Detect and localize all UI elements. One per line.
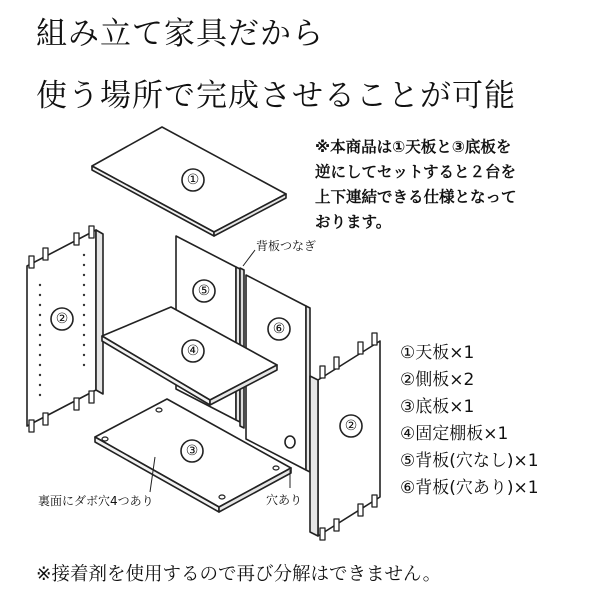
parts-list-item: ①天板×1 [400,343,475,363]
label-back-with-hole: ⑥ [272,321,286,337]
label-bottom: ③ [185,443,199,459]
parts-list-item: ④固定棚板×1 [400,424,509,444]
right-side-panel [310,333,380,540]
stacking-note: ※本商品は①天板と③底板を 逆にしてセットすると２台を 上下連結できる仕様となって おります。 [315,138,517,231]
label-back-no-hole: ⑤ [197,283,211,299]
headline-line-1: 組み立て家具だから [36,16,324,52]
left-side-panel [27,226,103,432]
parts-list-item: ⑤背板(穴なし)×1 [400,451,539,471]
callout-hole: 穴あり [266,493,303,507]
callout-dowel-holes: 裏面にダボ穴4つあり [38,494,154,508]
parts-list-item: ③底板×1 [400,397,475,417]
parts-list [400,340,539,502]
parts-list-item: ②側板×2 [400,370,475,390]
label-side-right: ② [344,418,358,434]
label-side-left: ② [55,311,69,327]
hole-mark [285,436,295,448]
label-top: ① [186,172,200,188]
parts-list-item: ⑥背板(穴あり)×1 [400,478,539,498]
callout-back-joint: 背板つなぎ [256,239,317,253]
footer-note: ※接着剤を使用するので再び分解はできません。 [36,564,442,585]
headline-line-2: 使う場所で完成させることが可能 [36,78,516,114]
label-fixed-shelf: ④ [186,343,200,359]
